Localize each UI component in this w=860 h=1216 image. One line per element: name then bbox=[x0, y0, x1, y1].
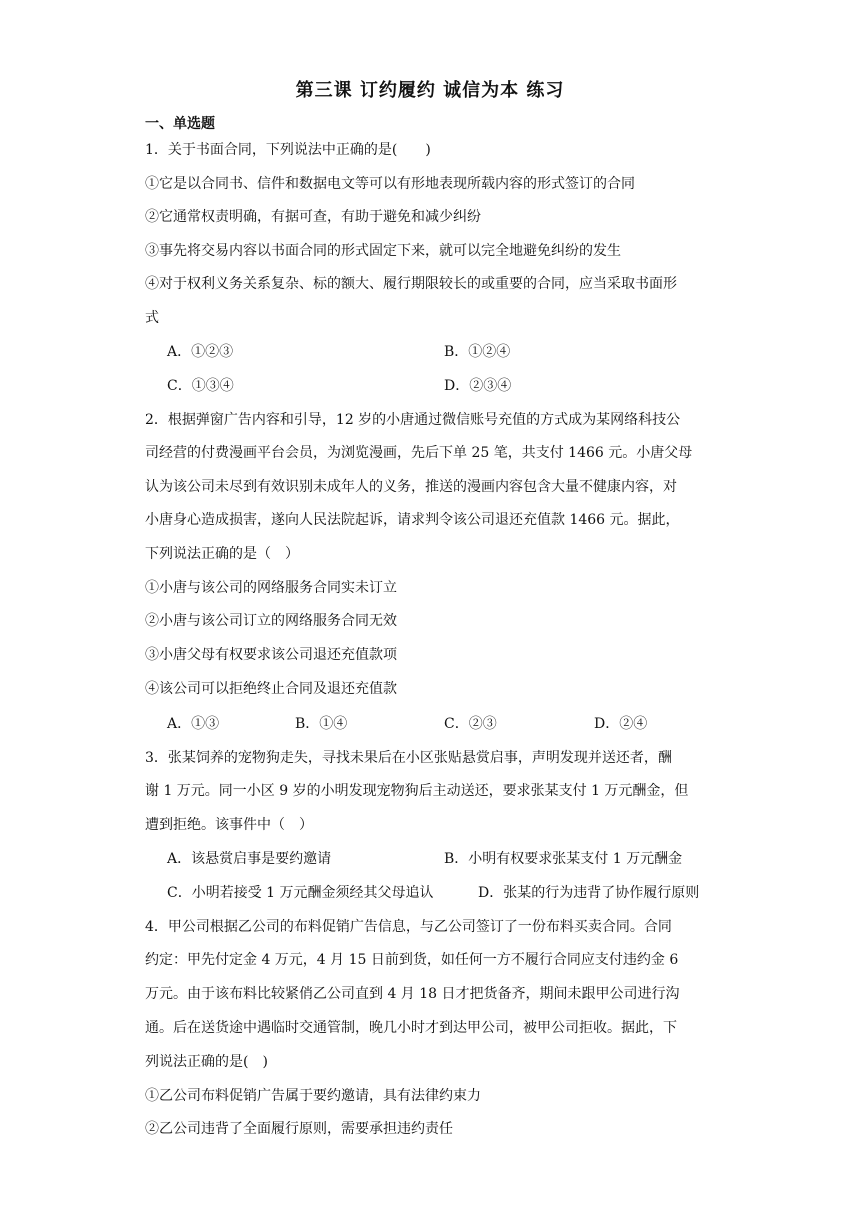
question-2-stem-line-4: 小唐身心造成损害，遂向人民法院起诉，请求判令该公司退还充值款 1466 元。据此， bbox=[145, 512, 680, 528]
question-3-stem-line-2: 谢 1 万元。同一小区 9 岁的小明发现宠物狗后主动送还，要求张某支付 1 万元酬金，但 bbox=[145, 783, 689, 799]
question-1-statement-4-cont: 式 bbox=[145, 310, 159, 326]
question-3-stem-line-3: 遭到拒绝。该事件中（ ） bbox=[145, 817, 313, 833]
question-3-option-a[interactable]: A．该悬赏启事是要约邀请 bbox=[167, 851, 332, 867]
question-3-option-b[interactable]: B．小明有权要求张某支付 1 万元酬金 bbox=[444, 851, 683, 867]
question-2-statement-2: ②小唐与该公司订立的网络服务合同无效 bbox=[145, 613, 397, 629]
question-1-stem: 1．关于书面合同，下列说法中正确的是( ) bbox=[145, 142, 431, 158]
question-2-option-c[interactable]: C．②③ bbox=[444, 716, 497, 732]
question-4-statement-1: ①乙公司布料促销广告属于要约邀请，具有法律约束力 bbox=[145, 1088, 481, 1104]
question-2-statement-3: ③小唐父母有权要求该公司退还充值款项 bbox=[145, 647, 397, 663]
question-4-stem-line-2: 约定：甲先付定金 4 万元，4 月 15 日前到货，如任何一方不履行合同应支付违约金 6 bbox=[145, 952, 679, 968]
question-1-statement-2: ②它通常权责明确，有据可查，有助于避免和减少纠纷 bbox=[145, 209, 481, 225]
question-2-statement-4: ④该公司可以拒绝终止合同及退还充值款 bbox=[145, 681, 397, 697]
question-1-option-c[interactable]: C．①③④ bbox=[167, 378, 234, 394]
question-1-statement-4: ④对于权利义务关系复杂、标的额大、履行期限较长的或重要的合同，应当采取书面形 bbox=[145, 276, 677, 292]
question-4-stem-line-4: 通。后在送货途中遇临时交通管制，晚几小时才到达甲公司，被甲公司拒收。据此，下 bbox=[145, 1020, 677, 1036]
question-2-option-a[interactable]: A．①③ bbox=[167, 716, 220, 732]
question-3-option-d[interactable]: D．张某的行为违背了协作履行原则 bbox=[478, 885, 700, 901]
question-4-stem-line-3: 万元。由于该布料比较紧俏乙公司直到 4 月 18 日才把货备齐，期间未跟甲公司进行沟 bbox=[145, 986, 680, 1002]
question-2-option-d[interactable]: D．②④ bbox=[594, 716, 648, 732]
question-2-stem-line-1: 2．根据弹窗广告内容和引导，12 岁的小唐通过微信账号充值的方式成为某网络科技公 bbox=[145, 412, 681, 428]
question-2-stem-line-5: 下列说法正确的是（ ） bbox=[145, 546, 299, 562]
question-2-statement-1: ①小唐与该公司的网络服务合同实未订立 bbox=[145, 580, 397, 596]
section-heading: 一、单选题 bbox=[145, 116, 215, 132]
question-1-option-a[interactable]: A．①②③ bbox=[167, 344, 234, 360]
question-3-option-c[interactable]: C．小明若接受 1 万元酬金须经其父母追认 bbox=[167, 885, 434, 901]
question-4-stem-line-1: 4．甲公司根据乙公司的布料促销广告信息，与乙公司签订了一份布料买卖合同。合同 bbox=[145, 919, 672, 935]
question-3-stem-line-1: 3．张某饲养的宠物狗走失，寻找未果后在小区张贴悬赏启事，声明发现并送还者，酬 bbox=[145, 750, 672, 766]
page-title: 第三课 订约履约 诚信为本 练习 bbox=[295, 80, 565, 101]
question-2-option-b[interactable]: B．①④ bbox=[295, 716, 348, 732]
question-2-stem-line-2: 司经营的付费漫画平台会员，为浏览漫画，先后下单 25 笔，共支付 1466 元。小唐父母 bbox=[145, 445, 693, 461]
question-2-stem-line-3: 认为该公司未尽到有效识别未成年人的义务，推送的漫画内容包含大量不健康内容，对 bbox=[145, 479, 677, 495]
question-1-option-b[interactable]: B．①②④ bbox=[444, 344, 511, 360]
question-4-statement-2: ②乙公司违背了全面履行原则，需要承担违约责任 bbox=[145, 1121, 453, 1137]
question-1-statement-1: ①它是以合同书、信件和数据电文等可以有形地表现所载内容的形式签订的合同 bbox=[145, 176, 635, 192]
question-4-stem-line-5: 列说法正确的是( ) bbox=[145, 1054, 268, 1070]
question-1-option-d[interactable]: D．②③④ bbox=[444, 378, 512, 394]
question-1-statement-3: ③事先将交易内容以书面合同的形式固定下来，就可以完全地避免纠纷的发生 bbox=[145, 243, 621, 259]
